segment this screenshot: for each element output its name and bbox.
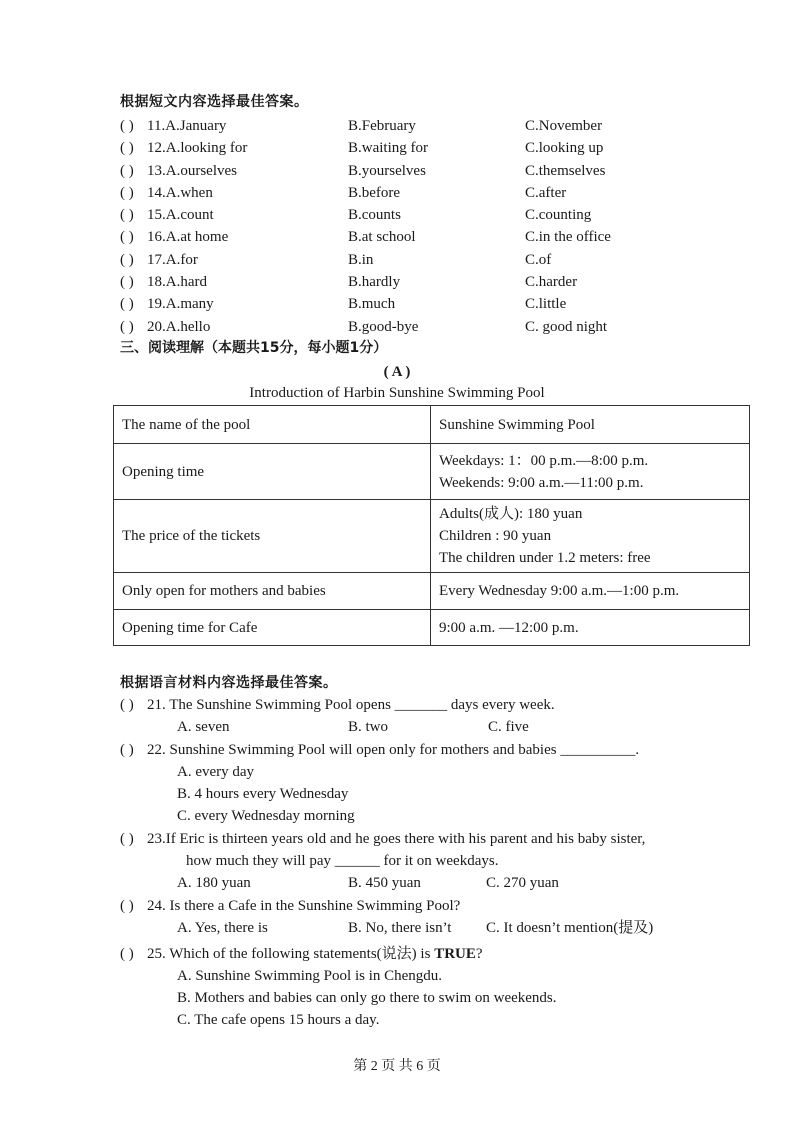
option-a <box>147 137 247 159</box>
option-b: B.good-bye <box>348 318 419 335</box>
table-cell-label: Opening time <box>114 444 431 500</box>
option-a: A. seven <box>177 719 230 735</box>
list-item <box>120 271 760 293</box>
table-cell-label: Only open for mothers and babies <box>114 573 431 610</box>
table-row <box>114 500 750 573</box>
question-number: 13. <box>147 162 166 179</box>
option-a <box>147 271 207 293</box>
answer-blank: ( ) <box>120 697 134 713</box>
question-text: 24. Is there a Cafe in the Sunshine Swimming Pool? <box>147 898 461 914</box>
answer-blank: ( ) <box>120 318 134 335</box>
answer-blank: ( ) <box>120 831 134 847</box>
option-b: B. 4 hours every Wednesday <box>177 786 349 802</box>
question-number: 19. <box>147 296 166 313</box>
table-row <box>114 573 750 610</box>
list-item <box>120 249 760 271</box>
option-c: C.after <box>525 184 567 201</box>
option-b: B.February <box>348 118 416 134</box>
option-a-text: A.when <box>165 184 213 201</box>
option-b: B. 450 yuan <box>348 875 421 891</box>
option-a <box>147 160 237 182</box>
option-c: C.counting <box>525 207 592 224</box>
list-item <box>120 293 760 315</box>
list-item <box>120 160 760 182</box>
table-cell-value <box>431 444 750 500</box>
question-number: 15. <box>147 207 166 224</box>
option-a <box>147 182 213 204</box>
price-small-children: The children under 1.2 meters: free <box>439 550 651 566</box>
question-number: 20. <box>147 318 166 335</box>
table-cell-label: The name of the pool <box>114 406 431 444</box>
question-number: 17. <box>147 251 166 268</box>
answer-blank: ( ) <box>120 251 134 268</box>
answer-blank: ( ) <box>120 898 134 914</box>
question-22 <box>120 739 760 827</box>
option-c: C.looking up <box>525 140 604 157</box>
list-item <box>120 226 760 248</box>
list-item <box>120 316 760 338</box>
cloze-question-list <box>120 115 760 338</box>
question-23 <box>120 828 760 894</box>
price-adults: Adults(成人): 180 yuan <box>439 506 583 522</box>
question-text-continued: how much they will pay ______ for it on weekdays. <box>186 853 499 869</box>
option-a <box>147 204 214 226</box>
option-c: C.November <box>525 118 603 134</box>
table-cell-label: Opening time for Cafe <box>114 610 431 646</box>
option-b: B.yourselves <box>348 162 426 179</box>
answer-blank: ( ) <box>120 274 134 291</box>
option-b: B. No, there isn’t <box>348 920 452 936</box>
answer-blank: ( ) <box>120 118 134 134</box>
question-text: 22. Sunshine Swimming Pool will open only for mothers and babies __________. <box>147 742 640 758</box>
option-a <box>147 226 228 248</box>
table-cell-label: The price of the tickets <box>114 500 431 573</box>
option-a-text: A.looking for <box>165 140 248 157</box>
option-b: B.hardly <box>348 274 401 291</box>
option-a-text: A.January <box>165 118 227 134</box>
option-a-text: A.hello <box>165 318 211 335</box>
table-row <box>114 610 750 646</box>
option-a-text: A.for <box>165 251 198 268</box>
table-row <box>114 406 750 444</box>
answer-blank: ( ) <box>120 296 134 313</box>
answer-blank: ( ) <box>120 184 134 201</box>
answer-blank: ( ) <box>120 946 134 962</box>
opening-weekdays: Weekdays: 1：00 p.m.—8:00 p.m. <box>439 452 649 469</box>
option-a-text: A.at home <box>165 229 229 246</box>
section-title-reading: 三、阅读理解（本题共15分，每小题1分） <box>120 340 388 356</box>
option-c: C.little <box>525 296 567 313</box>
option-b: B.at school <box>348 229 416 246</box>
option-c: C. 270 yuan <box>486 875 559 891</box>
answer-blank: ( ) <box>120 162 134 179</box>
table-cell-value: Every Wednesday 9:00 a.m.—1:00 p.m. <box>431 573 750 610</box>
question-text: 21. The Sunshine Swimming Pool opens _______ days every week. <box>147 697 555 713</box>
question-text: 23.If Eric is thirteen years old and he goes there with his parent and his baby sister, <box>147 831 646 847</box>
list-item <box>120 204 760 226</box>
passage-title: Introduction of Harbin Sunshine Swimming Pool <box>249 385 545 401</box>
question-number: 14. <box>147 184 166 201</box>
list-item <box>120 182 760 204</box>
table-cell-value: Sunshine Swimming Pool <box>431 406 750 444</box>
list-item <box>120 137 760 159</box>
answer-blank: ( ) <box>120 207 134 224</box>
question-number: 12. <box>147 140 166 157</box>
price-children: Children : 90 yuan <box>439 528 552 544</box>
option-c: C. every Wednesday morning <box>177 808 355 824</box>
passage-label: ( A ) <box>383 364 411 380</box>
option-b: B. Mothers and babies can only go there to swim on weekends. <box>177 990 557 1006</box>
table-cell-value <box>431 500 750 573</box>
option-a <box>147 316 210 338</box>
option-c: C. The cafe opens 15 hours a day. <box>177 1012 380 1028</box>
option-a: A. Sunshine Swimming Pool is in Chengdu. <box>177 968 443 984</box>
option-a: A. Yes, there is <box>177 920 268 936</box>
question-text-start: 25. Which of the following statements(说法) is <box>147 946 435 962</box>
option-c: C.of <box>525 251 552 268</box>
page-footer: 第 2 页 共 6 页 <box>353 1059 441 1074</box>
option-b: B.waiting for <box>348 140 428 157</box>
option-a: A. 180 yuan <box>177 875 251 891</box>
option-c: C. It doesn’t mention(提及) <box>486 920 654 936</box>
option-c: C.themselves <box>525 162 606 179</box>
option-c: C.in the office <box>525 229 611 246</box>
option-a <box>147 249 198 271</box>
option-b: B.much <box>348 296 396 313</box>
question-number: 11. <box>147 118 166 134</box>
question-text-emphasis: TRUE <box>434 946 476 962</box>
question-text-end: ? <box>475 946 483 962</box>
option-a: A. every day <box>177 764 255 780</box>
question-21 <box>120 694 760 738</box>
option-b: B.before <box>348 184 401 201</box>
answer-blank: ( ) <box>120 229 134 246</box>
question-24 <box>120 895 760 939</box>
section-heading-cloze: 根据短文内容选择最佳答案。 <box>120 94 309 110</box>
question-number: 18. <box>147 274 166 291</box>
answer-blank: ( ) <box>120 140 134 157</box>
option-a-text: A.count <box>165 207 214 224</box>
option-c: C.harder <box>525 274 578 291</box>
list-item <box>120 115 760 137</box>
option-a-text: A.ourselves <box>165 162 237 179</box>
option-b: B.in <box>348 251 374 268</box>
option-b: B. two <box>348 719 389 735</box>
option-a-text: A.many <box>165 296 214 313</box>
option-a-text: A.hard <box>165 274 207 291</box>
option-a <box>147 115 226 137</box>
pool-info-table <box>113 405 750 646</box>
section-heading-reading: 根据语言材料内容选择最佳答案。 <box>120 675 338 691</box>
table-cell-value: 9:00 a.m. —12:00 p.m. <box>431 610 750 646</box>
table-row <box>114 444 750 500</box>
option-a <box>147 293 214 315</box>
question-text <box>147 943 483 965</box>
opening-weekends: Weekends: 9:00 a.m.—11:00 p.m. <box>439 474 644 491</box>
option-c: C. good night <box>525 318 608 335</box>
option-b: B.counts <box>348 207 401 224</box>
option-c: C. five <box>488 719 529 735</box>
question-25 <box>120 943 760 1031</box>
answer-blank: ( ) <box>120 742 134 758</box>
question-number: 16. <box>147 229 166 246</box>
